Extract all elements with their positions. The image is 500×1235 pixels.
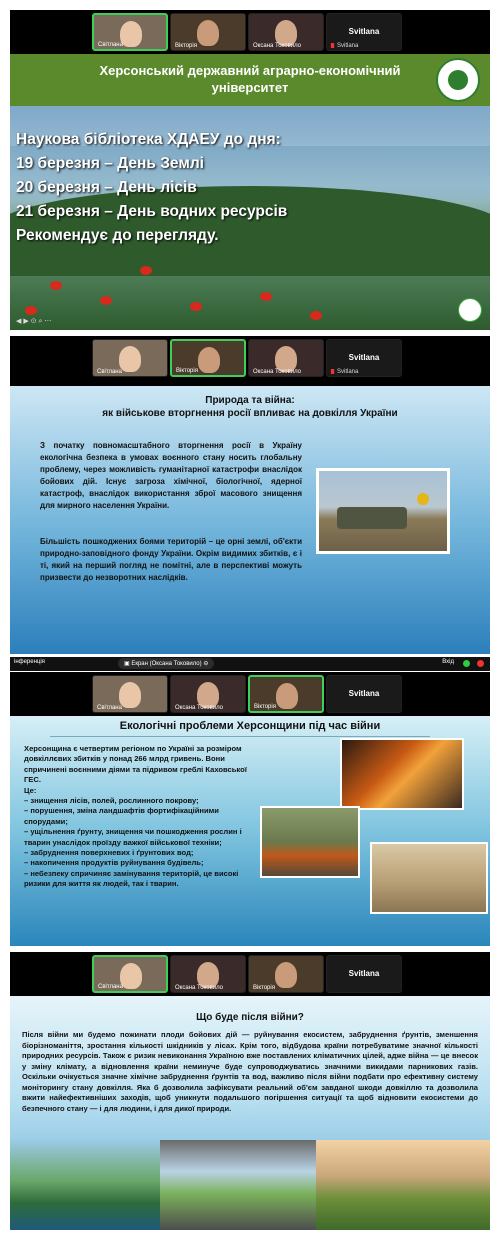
- slide-2-paragraph-1: З початку повномасштабного вторгнення росії в Україну екологічна безпека в умовах воєнного стану носить глобальну проблему, через можливість гуманітарної катастрофи внаслідок бойових дій. Існує загроза хімічної, біологічної, ядерної катастроф, внаслідок використання зброї масового знищення для мирного населення України.: [40, 441, 302, 510]
- slide-3-body: [24, 744, 256, 890]
- slide-2-subtitle: як військове вторгнення росії впливає на довкілля України: [102, 408, 398, 419]
- participant-name: Оксана Токовило: [253, 43, 302, 49]
- participant-name: Оксана Токовило: [175, 705, 224, 711]
- participant-big-name: Svitlana: [348, 353, 380, 362]
- video-tile-svitlana-off[interactable]: [326, 339, 402, 377]
- participant-strip: [10, 952, 490, 996]
- video-tile-oksana[interactable]: [170, 675, 246, 713]
- participant-name: Світлана: [97, 369, 122, 375]
- slide-2-paragraph-2: Більшість пошкоджених боями територій – це орні землі, об'єкти природно-заповідного фонду України. Окрім видимих збитків, є і ті, який на перший погляд не помітні, але в перспективі можуть призвести до незворотних наслідків.: [40, 537, 302, 582]
- screenshot-panel-3: [10, 672, 490, 946]
- divider: [50, 736, 430, 737]
- marsh-photo: [316, 1140, 490, 1230]
- slide-4-title: Що буде після війни?: [196, 1012, 304, 1023]
- slide-1-line: 19 березня – День Землі: [16, 155, 204, 172]
- slide-1-line: Наукова бібліотека ХДАЕУ до дня:: [16, 131, 281, 148]
- slide-1-line: 21 березня – День водних ресурсів: [16, 203, 288, 220]
- slide-1-line: Рекомендує до перегляду.: [16, 227, 219, 244]
- wreckage-photo: [260, 806, 360, 878]
- mic-muted-icon: [330, 43, 335, 48]
- slide-4: [10, 996, 490, 1230]
- shield-check-icon: [463, 660, 470, 667]
- participant-name: Вікторія: [175, 43, 197, 49]
- screen-share-pill[interactable]: ▣ Екран (Оксана Токовило) ⊖: [118, 658, 214, 669]
- slide-3-item: – знищення лісів, полей, рослинного покрову;: [24, 796, 199, 806]
- video-tile-viktoria[interactable]: [248, 955, 324, 993]
- video-tile-oksana[interactable]: [170, 955, 246, 993]
- poppy: [310, 311, 322, 320]
- slide-3-item: – накопичення продуктів руйнування будівель;: [24, 858, 204, 868]
- video-tile-viktoria[interactable]: [170, 339, 246, 377]
- participant-name: Вікторія: [253, 985, 275, 991]
- participant-strip: [10, 336, 490, 380]
- slide-3-title: Екологічні проблеми Херсонщини під час війни: [119, 720, 381, 732]
- coast-photo: [10, 1140, 160, 1230]
- participant-name: Оксана Токовило: [175, 985, 224, 991]
- fire-photo: [340, 738, 464, 810]
- participant-strip: [10, 10, 490, 54]
- slide-3-intro: Херсонщина є четвертим регіоном по Україні за розміром довкіллєвих збитків у понад 266 млрд гривень. Вони спричинені воєнними діями та підривом греблі Каховської ГЕС.: [24, 744, 247, 785]
- road-photo: [160, 1140, 316, 1230]
- slide-2-title: Природа та війна:: [205, 395, 295, 406]
- meeting-top-bar: [10, 657, 490, 671]
- poppy: [100, 296, 112, 305]
- mic-muted-icon: [330, 369, 335, 374]
- mine-photo: [370, 842, 488, 914]
- slide-4-text: Після війни ми будемо пожинати плоди бойових дій — руйнування екосистем, забруднення ґрунтів, зменшення біорізноманіття, зростання кількості шкідників у лісах. Крім того, відбудова країни потребуватиме значної кількості природних ресурсів. Також є ризик невиконання Україною вже поставлених кліматичних цілей, адже війна — це внесок у зміну клімату, а відновлення країни неминуче буде супроводжуватись значними викидами парникових газів. Оскільки очікується значне хімічне забруднення ґрунтів та вод, важливо після війни подбати про ефективну систему моніторингу стану довкілля. Яка б дозволила зафіксувати реальний об'єм завданої шкоди довкіллю та дозволила вжити найефективніших заходів, щоб уникнути подальшого погіршення ситуації та щоб відновити екосистеми до безпечного стану — і для людини, і для дикої природи.: [22, 1030, 478, 1113]
- destroyed-tank-photo: [316, 468, 450, 554]
- participant-name: Світлана: [97, 705, 122, 711]
- video-tile-svitlana[interactable]: [92, 339, 168, 377]
- participant-name: Svitlana: [337, 369, 359, 375]
- slide-3-item: – порушення, зміна ландшафтів фортифікаційними спорудами;: [24, 806, 219, 826]
- slide-header-bar: [10, 54, 490, 106]
- slide-1-line: 20 березня – День лісів: [16, 179, 197, 196]
- conference-label: інференція: [14, 659, 45, 665]
- participant-name: Svitlana: [337, 43, 359, 49]
- participant-name: Світлана: [98, 42, 123, 48]
- video-tile-svitlana-off[interactable]: [326, 13, 402, 51]
- video-tile-svitlana[interactable]: [92, 13, 168, 51]
- screenshot-panel-4: [10, 952, 490, 1230]
- participant-name: Вікторія: [176, 368, 198, 374]
- video-tile-viktoria[interactable]: [248, 675, 324, 713]
- leaf-badge-icon: [458, 298, 482, 322]
- participant-strip: [10, 672, 490, 716]
- slide-2-heading: [30, 394, 470, 420]
- participant-name: Світлана: [98, 984, 123, 990]
- exit-label[interactable]: Вхід: [442, 659, 454, 665]
- participant-big-name: Svitlana: [348, 27, 380, 36]
- poppy: [140, 266, 152, 275]
- poppy: [190, 302, 202, 311]
- participant-big-name: Svitlana: [348, 969, 380, 978]
- video-tile-svitlana-off[interactable]: [326, 955, 402, 993]
- slideshow-controls[interactable]: ◀ ▶ ⊙ ⌕ ⋯: [16, 318, 52, 325]
- slide-3-item: – небезпеку спричиняє замінування територій, це високі ризики для життя як людей, так і тварин.: [24, 868, 239, 889]
- video-tile-svitlana[interactable]: [92, 675, 168, 713]
- landscape-photos: [10, 1140, 490, 1230]
- poppy: [25, 306, 37, 315]
- tank-shape: [337, 507, 407, 529]
- screenshot-panel-1: [10, 10, 490, 330]
- screen-share-icon: ▣: [124, 661, 132, 667]
- slide-2: [10, 386, 490, 654]
- sunflower-shape: [417, 493, 429, 505]
- poppy: [50, 281, 62, 290]
- slide-3-item: – забруднення поверхневих і ґрунтових вод;: [24, 848, 194, 858]
- video-tile-oksana[interactable]: [248, 339, 324, 377]
- participant-big-name: Svitlana: [348, 689, 380, 698]
- record-indicator-icon: [477, 660, 484, 667]
- slide-1-text: [16, 128, 287, 248]
- slide-3-item: – ущільнення ґрунту, знищення чи пошкодження рослин і тварин унаслідок проїзду важкої військової техніки;: [24, 827, 242, 847]
- video-tile-svitlana-off[interactable]: [326, 675, 402, 713]
- screenshot-panel-2: [10, 336, 490, 654]
- participant-name: Вікторія: [254, 704, 276, 710]
- video-tile-viktoria[interactable]: [170, 13, 246, 51]
- participant-name: Оксана Токовило: [253, 369, 302, 375]
- poppy: [260, 292, 272, 301]
- video-tile-oksana[interactable]: [248, 13, 324, 51]
- slide-3: [10, 716, 490, 946]
- slide-3-lead: Це:: [24, 785, 37, 795]
- video-tile-svitlana[interactable]: [92, 955, 168, 993]
- screen-share-label: Екран (Оксана Токовило): [131, 661, 202, 667]
- university-title: Херсонський державний аграрно-економічний університет: [99, 63, 401, 95]
- university-logo-icon: [436, 58, 480, 102]
